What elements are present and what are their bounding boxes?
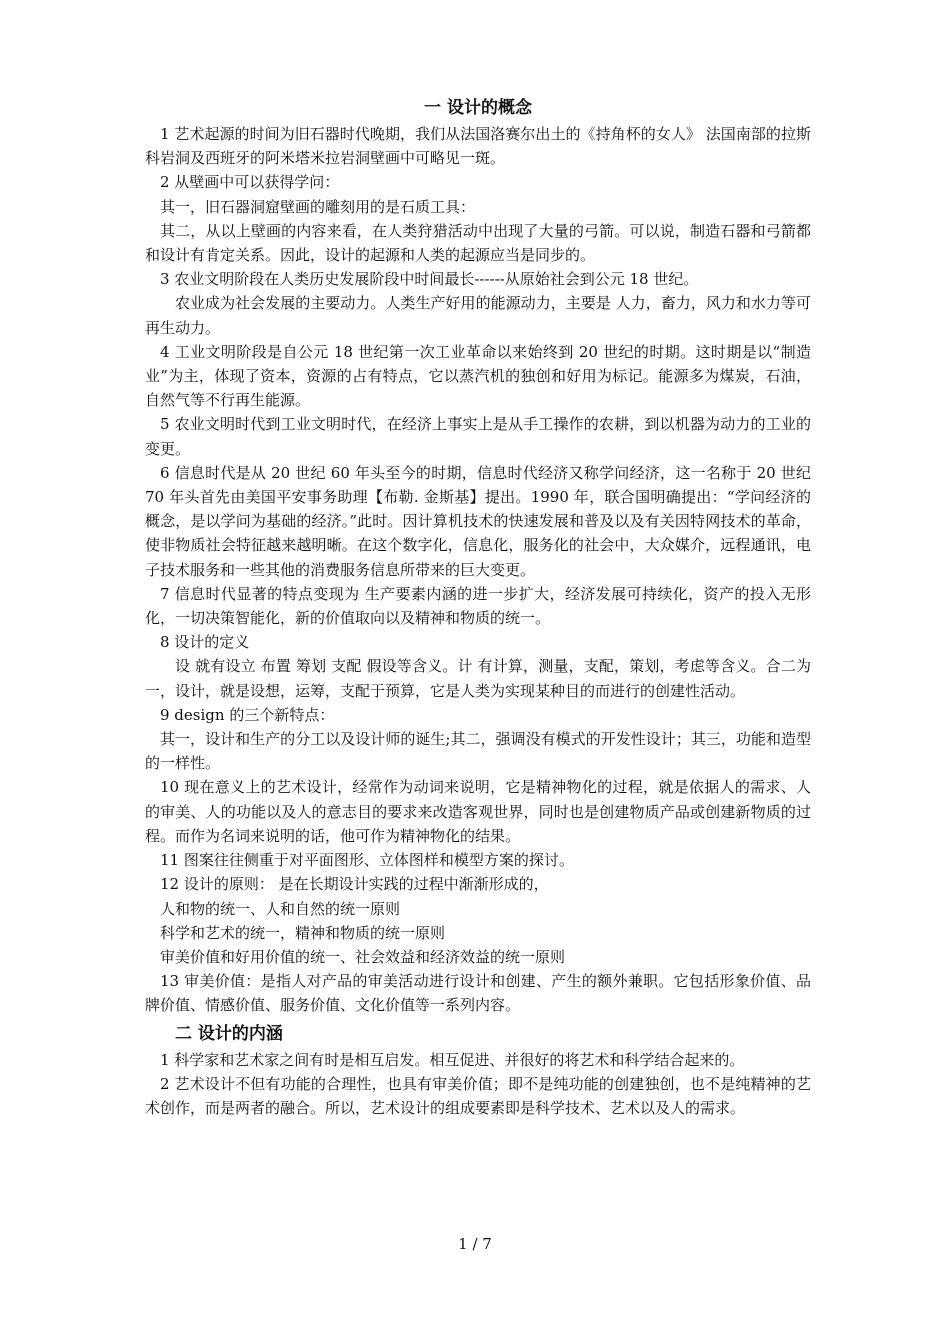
- paragraph: 农业成为社会发展的主要动力。人类生产好用的能源动力，主要是 人力，畜力，风力和水力等可再生动力。: [145, 294, 811, 337]
- paragraph: 12 设计的原则： 是在长期设计实践的过程中渐渐形成的，: [160, 875, 549, 894]
- paragraph: 1 艺术起源的时间为旧石器时代晚期，我们从法国洛赛尔出土的《持角杯的女人》 法国南部的拉斯科岩洞及西班牙的阿米塔米拉岩洞壁画中可略见一斑。: [145, 125, 811, 168]
- paragraph: 其一，旧石器洞窟壁画的雕刻用的是石质工具：: [160, 197, 476, 216]
- paragraph: 8 设计的定义: [160, 633, 250, 652]
- paragraph: 设 就有设立 布置 筹划 支配 假设等含义。计 有计算，测量，支配，策划，考虑等含义。合二为一，设计，就是设想，运筹，支配于预算，它是人类为实现某种目的而进行的创建性活动。: [145, 657, 811, 700]
- paragraph: 其二，从以上壁画的内容来看，在人类狩猎活动中出现了大量的弓箭。可以说，制造石器和弓箭都和设计有肯定关系。因此，设计的起源和人类的起源应当是同步的。: [145, 221, 811, 265]
- paragraph: 11 图案往往侧重于对平面图形、立体图样和模型方案的探讨。: [160, 851, 574, 870]
- paragraph: 13 审美价值：是指人对产品的审美活动进行设计和创建、产生的额外兼职。它包括形象价值、品牌价值、情感价值、服务价值、文化价值等一系列内容。: [145, 972, 811, 1015]
- paragraph: 6 信息时代是从 20 世纪 60 年头至今的时期，信息时代经济又称学问经济，这一名称于 20 世纪 70 年头首先由美国平安事务助理【布勒. 金斯基】提出。1990 年，联合国明确提出：“学问经济的概念，是以学问为基础的经济。”此时。因计算机技术的快速发展和普及以及有关因特网技术的革命，使非物质社会特征越来越明晰。在这个数字化，信息化，服务化的社会中，大众媒介，远程通讯，电子技术服务和一些其他的消费服务信息所带来的巨大变更。: [145, 463, 811, 579]
- section-title-1: 一 设计的概念: [424, 98, 532, 118]
- paragraph: 科学和艺术的统一，精神和物质的统一原则: [160, 923, 446, 942]
- paragraph: 2 艺术设计不但有功能的合理性，也具有审美价值；即不是纯功能的创建独创，也不是纯精神的艺术创作，而是两者的融合。所以，艺术设计的组成要素即是科学技术、艺术以及人的需求。: [145, 1074, 811, 1117]
- page-number: 1 / 7: [458, 1235, 492, 1253]
- paragraph: 人和物的统一、人和自然的统一原则: [160, 899, 401, 918]
- paragraph: 9 design 的三个新特点：: [160, 705, 335, 724]
- paragraph: 其一，设计和生产的分工以及设计师的诞生;其二，强调没有模式的开发性设计；其三，功能和造型的一样性。: [145, 730, 811, 773]
- paragraph: 10 现在意义上的艺术设计，经常作为动词来说明，它是精神物化的过程，就是依据人的需求、人的审美、人的功能以及人的意志目的要求来改造客观世界，同时也是创建物质产品或创建新物质的过程。而作为名词来说明的话，他可作为精神物化的结果。: [145, 778, 811, 845]
- paragraph: 1 科学家和艺术家之间有时是相互启发。相互促进、并很好的将艺术和科学结合起来的。: [160, 1050, 745, 1069]
- paragraph: 审美价值和好用价值的统一、社会效益和经济效益的统一原则: [160, 947, 566, 966]
- paragraph: 4 工业文明阶段是自公元 18 世纪第一次工业革命以来始终到 20 世纪的时期。这时期是以“制造业”为主，体现了资本，资源的占有特点，它以蒸汽机的独创和好用为标记。能源多为煤炭，石油，自然气等不行再生能源。: [145, 342, 811, 410]
- section-1-body: [145, 122, 811, 1018]
- document-page: [145, 96, 811, 1120]
- paragraph: 2 从壁画中可以获得学问：: [160, 173, 340, 192]
- paragraph: 5 农业文明时代到工业文明时代，在经济上事实上是从手工操作的农耕，到以机器为动力的工业的变更。: [145, 415, 811, 458]
- paragraph: 7 信息时代显著的特点变现为 生产要素内涵的进一步扩大，经济发展可持续化，资产的投入无形化，一切决策智能化，新的价值取向以及精神和物质的统一。: [145, 584, 811, 628]
- section-title-2: 二 设计的内涵: [175, 1023, 283, 1044]
- section-2-body: [145, 1048, 811, 1121]
- paragraph: 3 农业文明阶段在人类历史发展阶段中时间最长------从原始社会到公元 18 世纪。: [160, 270, 699, 289]
